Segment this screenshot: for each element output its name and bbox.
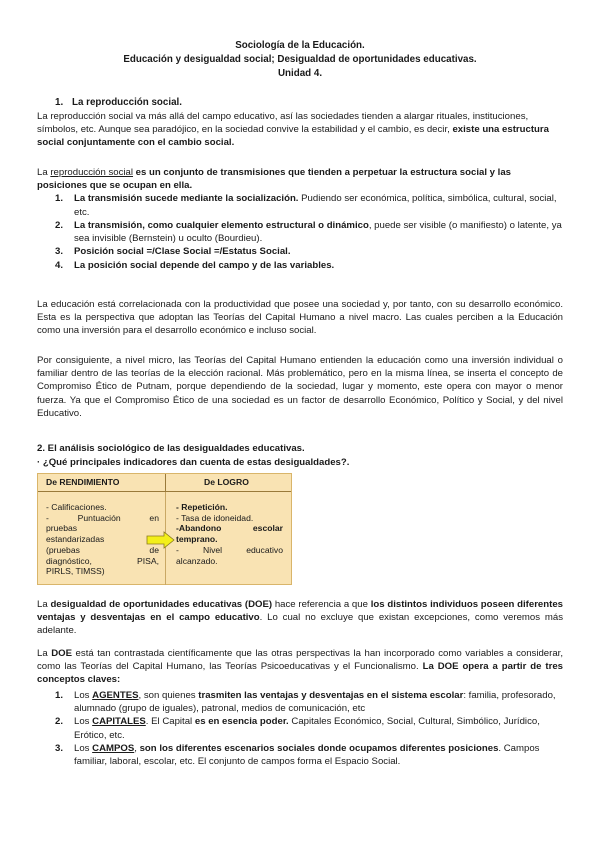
list-item-number: 3. xyxy=(55,246,64,258)
intro-emphasis: existe una estructura social conjuntamente con el cambio social. xyxy=(37,124,549,149)
concept-bold: trasmiten las ventajas y desventajas en el sistema escolar xyxy=(198,690,464,701)
concept-mid: , xyxy=(134,742,140,754)
section-2-question: · ¿Qué principales indicadores dan cuenta de estas desigualdades?. xyxy=(37,457,350,468)
unit-label: Unidad 4. xyxy=(277,67,323,79)
list-item xyxy=(37,259,563,272)
concept-mid: , son quienes xyxy=(138,690,199,701)
concept-item xyxy=(37,742,563,768)
doe-context-term: DOE xyxy=(51,648,73,659)
rendimiento-line: pruebas xyxy=(46,523,78,534)
concept-bold: es en esencia poder. xyxy=(194,716,289,728)
document-subtitle: Educación y desigualdad social; Desigualdad de oportunidades educativas. xyxy=(123,53,477,65)
yellow-arrow-icon xyxy=(146,531,176,549)
section-1-list xyxy=(37,192,563,271)
concept-item xyxy=(37,715,563,741)
concept-prefix: Los xyxy=(74,716,93,728)
concepts-block xyxy=(37,689,563,768)
rendimiento-line: PIRLS, TIMSS) xyxy=(46,566,105,577)
paragraph-micro: Por consiguiente, a nivel micro, las Teorías del Capital Humano entienden la educación como una inversión individual o familiar dentro de las teorías de la elección racional. Más problemático, pero en la misma línea, se inserta el concepto de Compromiso Ético de Putnam, porque dependiendo de la sociedad, lugar y momento, este opera con mayor o menor fuerza. Ya que el Compromiso Ético de una sociedad es un factor de desarrollo Económico, Político y Social, y del nivel Educativo. xyxy=(37,355,563,419)
definition-text: es un conjunto de transmisiones que tienden a perpetuar la estructura social y las posiciones que se ocupan en ella. xyxy=(37,167,512,192)
section-2-title: 2. El análisis sociológico de las desigualdades educativas. xyxy=(37,443,305,454)
paragraph-macro: La educación está correlacionada con la productividad que posee una sociedad y, por tanto, con su desarrollo económico. Esta es la perspectiva que adoptan las Teorías del Capital Humano a nivel macro. Las cuales perciben a la Educación como una inversión para el desarrollo económico e incluso social. xyxy=(37,299,563,337)
doe-context-text: está tan contrastada científicamente que las otras perspectivas la han incorporado como variables a considerar, como las Teorías del Capital Humano, las Teorías Psicoeducativas y el Funcionalismo. xyxy=(37,648,563,673)
col-logro-header: De LOGRO xyxy=(204,477,249,487)
list-item-number: 1. xyxy=(55,193,64,205)
logro-line: -Abandono escolar xyxy=(176,523,283,534)
section-1-title: La reproducción social. xyxy=(72,97,182,108)
list-item-bold: La transmisión, como cualquier elemento estructural o dinámico xyxy=(74,219,369,231)
rendimiento-line: diagnóstico, PISA, xyxy=(46,555,159,566)
rendimiento-line: (pruebas de xyxy=(46,544,159,555)
list-item-bold: La posición social depende del campo y de las variables. xyxy=(74,259,335,271)
concept-text: Capitales Económico, Social, Cultural, Simbólico, Jurídico, Erótico, etc. xyxy=(74,716,540,741)
indicators-table-header xyxy=(38,474,291,492)
concept-number: 1. xyxy=(55,690,64,701)
definition-paragraph xyxy=(37,166,563,192)
concept-mid: . El Capital xyxy=(145,716,195,728)
concept-bold: son los diferentes escenarios sociales donde ocupamos diferentes posiciones xyxy=(139,742,499,754)
concept-text: : familia, profesorado, alumnado (grupo de iguales), patronal, medios de comunicación, etc xyxy=(74,690,556,715)
logro-line: temprano. xyxy=(176,534,218,545)
doe-context-paragraph xyxy=(37,647,563,687)
rendimiento-line: estandarizadas xyxy=(46,534,105,545)
section-1-heading xyxy=(55,96,182,110)
concept-prefix: Los xyxy=(74,742,93,754)
list-item-bold: Posición social =/Clase Social =/Estatus Social. xyxy=(74,246,291,258)
definition-lead: La xyxy=(37,167,51,178)
concept-key: AGENTES xyxy=(92,690,139,701)
doe-text-2: . Lo cual no excluye que existan excepciones, como veremos más adelante. xyxy=(37,612,563,637)
concept-number: 3. xyxy=(55,742,64,754)
rendimiento-line: - Puntuación en xyxy=(46,512,159,523)
logro-line: - Repetición. xyxy=(176,502,228,512)
logro-line: - Tasa de idoneidad. xyxy=(176,512,254,523)
document-header xyxy=(0,39,600,81)
doe-lead: La xyxy=(37,599,51,610)
concept-item xyxy=(37,689,563,715)
concept-prefix: Los xyxy=(74,690,93,701)
list-item xyxy=(37,245,563,258)
list-item-bold: La transmisión sucede mediante la socialización. xyxy=(74,193,299,205)
doe-term: desigualdad de oportunidades educativas (DOE) xyxy=(50,599,273,610)
list-item xyxy=(37,219,563,245)
col-logro-cell xyxy=(166,492,291,585)
logro-line: - Nivel educativo xyxy=(176,544,283,555)
section-1-intro-paragraph xyxy=(37,110,563,150)
col-rendimiento-header: De RENDIMIENTO xyxy=(38,474,166,491)
doe-context-lead: La xyxy=(37,648,52,659)
concept-key: CAPITALES xyxy=(92,716,146,728)
doe-concepts-list xyxy=(37,689,563,768)
doe-emphasis: los distintos individuos poseen diferentes ventajas y desventajas en el campo educativo xyxy=(37,599,563,624)
concept-text: . Campos familiar, laboral, escolar, etc. El conjunto de campos forma el Espacio Social. xyxy=(74,742,540,768)
list-item-text: Pudiendo ser económica, política, simbólica, cultural, social, etc. xyxy=(74,193,557,218)
section-1-number: 1. xyxy=(55,97,64,108)
list-item-text: , puede ser visible (o manifiesto) o latente, ya sea invisible (Bernstein) u oculto (Bourdieu). xyxy=(74,219,562,245)
doe-context-emphasis: La DOE opera a partir de tres conceptos claves: xyxy=(37,661,563,686)
concept-key: CAMPOS xyxy=(92,742,135,754)
definition-block xyxy=(37,166,563,272)
concept-number: 2. xyxy=(55,716,64,728)
list-item-number: 4. xyxy=(55,259,64,271)
list-item-number: 2. xyxy=(55,219,64,231)
doe-definition-paragraph xyxy=(37,598,563,638)
indicators-table xyxy=(37,473,292,585)
list-item xyxy=(37,192,563,218)
doe-text-1: hace referencia a que xyxy=(272,599,371,610)
course-title: Sociología de la Educación. xyxy=(235,40,365,51)
logro-line: alcanzado. xyxy=(176,555,218,566)
rendimiento-line: - Calificaciones. xyxy=(46,502,107,512)
definition-term: reproducción social xyxy=(50,167,134,178)
intro-text: La reproducción social va más allá del campo educativo, así las sociedades tienden a alargar rituales, instituciones, símbolos, etc. Aunque sea paradójico, en la sociedad convive la estabilidad y el cambio, es decir, xyxy=(37,111,529,136)
